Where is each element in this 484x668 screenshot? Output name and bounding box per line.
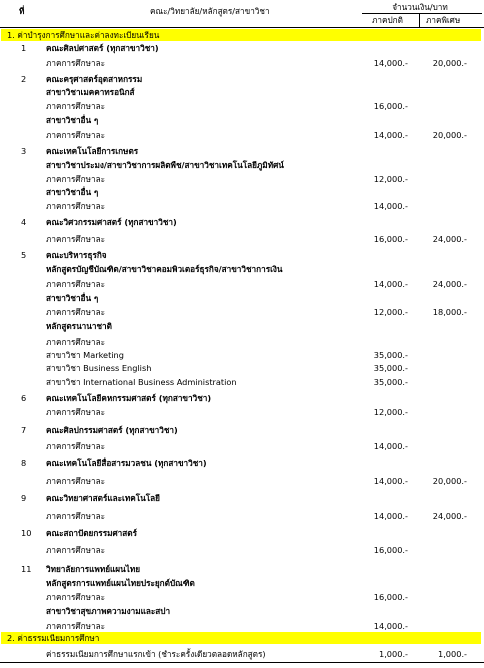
row-label: ภาคการศึกษาละ [46, 441, 105, 451]
table-row [0, 544, 484, 557]
table-row [0, 336, 484, 349]
regular-amount: 16,000.- [373, 545, 408, 555]
regular-amount: 16,000.- [373, 234, 408, 244]
row-number: 9 [21, 493, 27, 503]
section-tuition [1, 29, 481, 41]
row-label: คณะเทคโนโลยีคหกรรมศาสตร์ (ทุกสาขาวิชา) [46, 393, 212, 403]
table-row [0, 620, 484, 633]
row-label: คณะสถาปัตยกรรมศาสตร์ [46, 528, 137, 538]
table-row [0, 320, 484, 333]
regular-amount: 14,000.- [373, 130, 408, 140]
row-label: สาขาวิชาอื่น ๆ [46, 293, 99, 303]
regular-amount: 1,000.- [379, 649, 408, 659]
row-number: 3 [21, 146, 27, 156]
row-label: สาขาวิชาอื่น ๆ [46, 115, 99, 125]
row-label: คณะเทคโนโลยีการเกษตร [46, 146, 139, 156]
table-row [0, 145, 484, 158]
header-special: ภาคพิเศษ [426, 15, 461, 25]
special-amount: 24,000.- [432, 234, 467, 244]
regular-amount: 12,000.- [373, 307, 408, 317]
table-row [0, 186, 484, 199]
row-label: หลักสูตรบัญชีบัณฑิต/สาขาวิชาคอมพิวเตอร์ธุรกิจ/สาขาวิชาการเงิน [46, 264, 283, 274]
table-row [0, 605, 484, 618]
regular-amount: 16,000.- [373, 592, 408, 602]
table-row [0, 57, 484, 70]
table-row [0, 440, 484, 453]
row-label: หลักสูตรนานาชาติ [46, 321, 112, 331]
row-number: 5 [21, 250, 27, 260]
row-label: ภาคการศึกษาละ [46, 621, 105, 631]
special-amount: 20,000.- [432, 58, 467, 68]
table-row [0, 114, 484, 127]
table-row [0, 292, 484, 305]
special-amount: 24,000.- [432, 511, 467, 521]
regular-amount: 14,000.- [373, 279, 408, 289]
row-label: ภาคการศึกษาละ [46, 279, 105, 289]
row-label: คณะเทคโนโลยีสื่อสารมวลชน (ทุกสาขาวิชา) [46, 458, 207, 468]
table-row [0, 249, 484, 262]
regular-amount: 14,000.- [373, 201, 408, 211]
row-label: สาขาวิชาสุขภาพความงามและสปา [46, 606, 171, 616]
row-label: ค่าธรรมเนียมการศึกษาแรกเข้า (ชำระครั้งเดียวตลอดหลักสูตร) [46, 649, 266, 659]
table-row [0, 200, 484, 213]
row-label: คณะครุศาสตร์อุตสาหกรรม [46, 74, 143, 84]
row-label: ภาคการศึกษาละ [46, 201, 105, 211]
row-label: สาขาวิชาประมง/สาขาวิชาการผลิตพืช/สาขาวิชาเทคโนโลยีภูมิทัศน์ [46, 160, 284, 170]
row-label: ภาคการศึกษาละ [46, 545, 105, 555]
section-fees [1, 632, 481, 644]
section-title: 2. ค่าธรรมเนียมการศึกษา [7, 633, 100, 643]
row-number: 4 [21, 217, 27, 227]
table-row [0, 492, 484, 505]
row-label: ภาคการศึกษาละ [46, 407, 105, 417]
row-label: สาขาวิชา Marketing [46, 350, 124, 360]
table-row [0, 216, 484, 229]
table-row [0, 510, 484, 523]
regular-amount: 14,000.- [373, 511, 408, 521]
row-label: ภาคการศึกษาละ [46, 307, 105, 317]
table-row [0, 159, 484, 172]
table-row [0, 73, 484, 86]
table-row [0, 577, 484, 590]
row-number: 1 [21, 43, 27, 53]
header-column-divider [419, 13, 420, 27]
regular-amount: 35,000.- [373, 363, 408, 373]
row-label: ภาคการศึกษาละ [46, 234, 105, 244]
section-title: 1. ค่าบำรุงการศึกษาและค่าลงทะเบียนเรียน [7, 30, 160, 40]
regular-amount: 35,000.- [373, 350, 408, 360]
row-number: 11 [21, 564, 32, 574]
row-label: ภาคการศึกษาละ [46, 337, 105, 347]
table-row [0, 392, 484, 405]
header-title: คณะ/วิทยาลัย/หลักสูตร/สาขาวิชา [150, 6, 270, 16]
row-label: ภาคการศึกษาละ [46, 592, 105, 602]
table-row [0, 362, 484, 375]
table-row [0, 376, 484, 389]
row-label: ภาคการศึกษาละ [46, 476, 105, 486]
row-label: คณะศิลปกรรมศาสตร์ (ทุกสาขาวิชา) [46, 425, 178, 435]
header-no: ที่ [19, 6, 25, 16]
row-label: คณะวิศวกรรมศาสตร์ (ทุกสาขาวิชา) [46, 217, 177, 227]
table-row [0, 233, 484, 246]
table-row [0, 86, 484, 99]
special-amount: 24,000.- [432, 279, 467, 289]
table-row [0, 475, 484, 488]
row-label: คณะบริหารธุรกิจ [46, 250, 107, 260]
table-row [0, 129, 484, 142]
row-label: ภาคการศึกษาละ [46, 58, 105, 68]
row-label: ภาคการศึกษาละ [46, 101, 105, 111]
table-row [0, 100, 484, 113]
special-amount: 18,000.- [432, 307, 467, 317]
table-row [0, 527, 484, 540]
row-label: สาขาวิชาเมคคาทรอนิกส์ [46, 87, 135, 97]
table-row [0, 424, 484, 437]
table-row [0, 457, 484, 470]
regular-amount: 14,000.- [373, 476, 408, 486]
regular-amount: 14,000.- [373, 441, 408, 451]
row-label: สาขาวิชาอื่น ๆ [46, 187, 99, 197]
table-row [0, 278, 484, 291]
row-label: ภาคการศึกษาละ [46, 130, 105, 140]
special-amount: 20,000.- [432, 130, 467, 140]
special-amount: 20,000.- [432, 476, 467, 486]
row-number: 8 [21, 458, 27, 468]
regular-amount: 12,000.- [373, 174, 408, 184]
header-amount-divider [362, 13, 482, 14]
regular-amount: 14,000.- [373, 621, 408, 631]
row-number: 2 [21, 74, 27, 84]
table-row [0, 263, 484, 276]
table-row [0, 563, 484, 576]
header-regular: ภาคปกติ [372, 15, 403, 25]
row-number: 7 [21, 425, 27, 435]
regular-amount: 16,000.- [373, 101, 408, 111]
special-amount: 1,000.- [438, 649, 467, 659]
row-label: คณะศิลปศาสตร์ (ทุกสาขาวิชา) [46, 43, 159, 53]
table-row [0, 306, 484, 319]
regular-amount: 14,000.- [373, 58, 408, 68]
row-label: สาขาวิชา International Business Administration [46, 377, 237, 387]
header-amount: จำนวนเงิน/บาท [392, 2, 448, 12]
row-label: สาขาวิชา Business English [46, 363, 152, 373]
table-row [0, 406, 484, 419]
row-label: ภาคการศึกษาละ [46, 511, 105, 521]
table-row [0, 349, 484, 362]
row-label: ภาคการศึกษาละ [46, 174, 105, 184]
table-row [0, 173, 484, 186]
table-row [0, 648, 484, 661]
row-number: 6 [21, 393, 27, 403]
regular-amount: 35,000.- [373, 377, 408, 387]
header-bottom-rule [0, 27, 484, 28]
table-bottom-rule [0, 662, 484, 663]
table-row [0, 42, 484, 55]
row-label: หลักสูตรการแพทย์แผนไทยประยุกต์บัณฑิต [46, 578, 195, 588]
row-label: วิทยาลัยการแพทย์แผนไทย [46, 564, 141, 574]
row-number: 10 [21, 528, 32, 538]
table-row [0, 591, 484, 604]
regular-amount: 12,000.- [373, 407, 408, 417]
row-label: คณะวิทยาศาสตร์และเทคโนโลยี [46, 493, 160, 503]
